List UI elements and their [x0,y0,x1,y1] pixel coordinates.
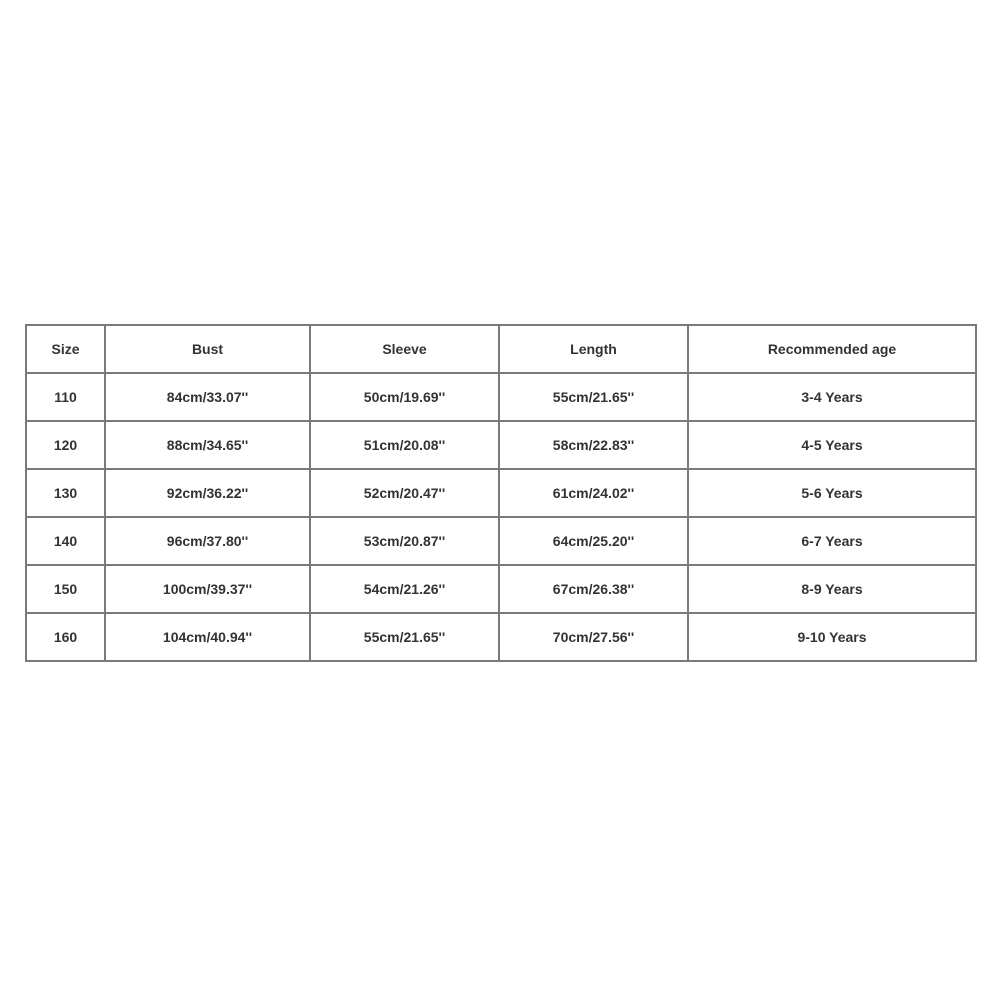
cell-length: 55cm/21.65'' [499,373,688,421]
cell-recommended-age: 4-5 Years [688,421,976,469]
cell-sleeve: 53cm/20.87'' [310,517,499,565]
cell-sleeve: 55cm/21.65'' [310,613,499,661]
cell-bust: 92cm/36.22'' [105,469,310,517]
cell-size: 140 [26,517,105,565]
table-row [26,373,976,421]
cell-recommended-age: 6-7 Years [688,517,976,565]
size-chart-table [25,324,977,662]
cell-size: 150 [26,565,105,613]
cell-recommended-age: 8-9 Years [688,565,976,613]
cell-sleeve: 54cm/21.26'' [310,565,499,613]
cell-recommended-age: 9-10 Years [688,613,976,661]
table-row [26,565,976,613]
header-recommended-age: Recommended age [688,325,976,373]
cell-bust: 100cm/39.37'' [105,565,310,613]
header-length: Length [499,325,688,373]
header-row [26,325,976,373]
cell-length: 64cm/25.20'' [499,517,688,565]
cell-length: 58cm/22.83'' [499,421,688,469]
cell-size: 160 [26,613,105,661]
table-row [26,613,976,661]
table-row [26,517,976,565]
cell-length: 70cm/27.56'' [499,613,688,661]
cell-bust: 104cm/40.94'' [105,613,310,661]
cell-size: 130 [26,469,105,517]
header-bust: Bust [105,325,310,373]
header-sleeve: Sleeve [310,325,499,373]
cell-sleeve: 52cm/20.47'' [310,469,499,517]
cell-sleeve: 51cm/20.08'' [310,421,499,469]
table-row [26,469,976,517]
cell-recommended-age: 3-4 Years [688,373,976,421]
table-row [26,421,976,469]
cell-size: 120 [26,421,105,469]
header-size: Size [26,325,105,373]
cell-bust: 88cm/34.65'' [105,421,310,469]
cell-recommended-age: 5-6 Years [688,469,976,517]
cell-bust: 96cm/37.80'' [105,517,310,565]
cell-size: 110 [26,373,105,421]
cell-sleeve: 50cm/19.69'' [310,373,499,421]
cell-length: 67cm/26.38'' [499,565,688,613]
cell-length: 61cm/24.02'' [499,469,688,517]
cell-bust: 84cm/33.07'' [105,373,310,421]
